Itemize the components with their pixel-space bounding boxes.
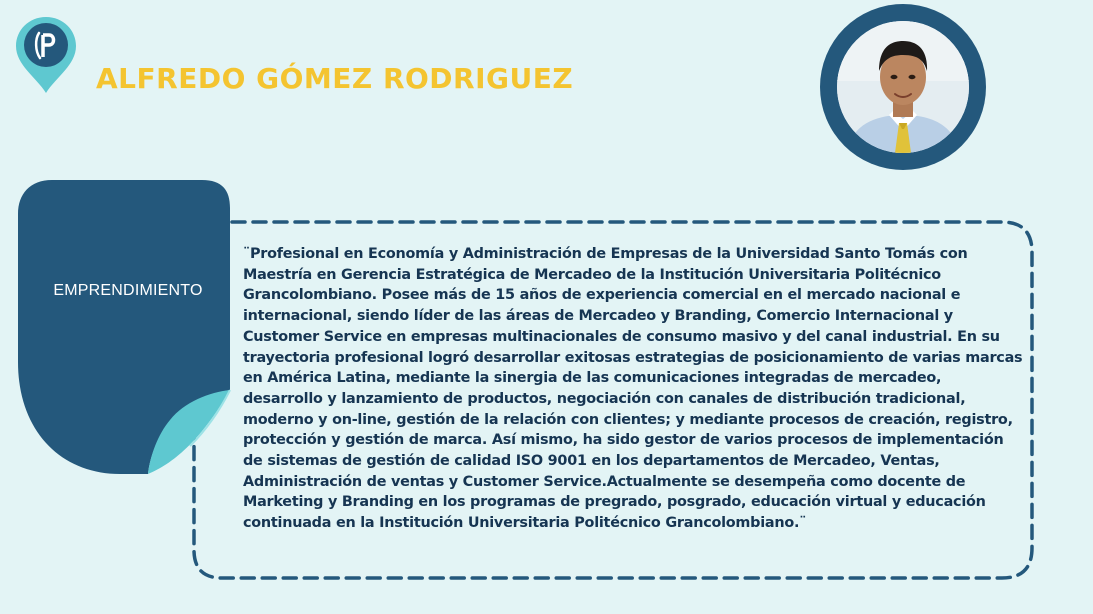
bio-text: ¨Profesional en Economía y Administración de Empresas de la Universidad Santo Tomás con Maestría en Gerencia Estratégica de Mercadeo de la Institución Universitaria Politécnico Grancolombiano. Posee más de 15 años de experiencia comercial en el mercado nacional e internacional, siendo líder de las áreas de Mercadeo y Branding, Comercio Internacional y Customer Service en empresas multinacionales de consumo masivo y del canal industrial. En su trayectoria profesional logró desarrollar exitosas estrategias de posicionamiento de varias marcas en América Latina, mediante la sinergia de las comunicaciones integradas de mercadeo, desarrollo y lanzamiento de productos, negociación con canales de distribución tradicional, moderno y on-line, gestión de la relación con clientes; y mediante procesos de creación, registro, protección y gestión de marca. Así mismo, ha sido gestor de varios procesos de implementación de sistemas de gestión de calidad ISO 9001 en los departamentos de Mercadeo, Ventas, Administración de ventas y Customer Service.Actualmente se desempeña como docente de Marketing y Branding en los programas de pregrado, posgrado, educación virtual y educación continuada en la Institución Universitaria Politécnico Grancolombiano.¨ xyxy=(243,246,1023,532)
category-tag: EMPRENDIMIENTO xyxy=(53,282,203,299)
person-name: ALFREDO GÓMEZ RODRIGUEZ xyxy=(96,62,574,95)
